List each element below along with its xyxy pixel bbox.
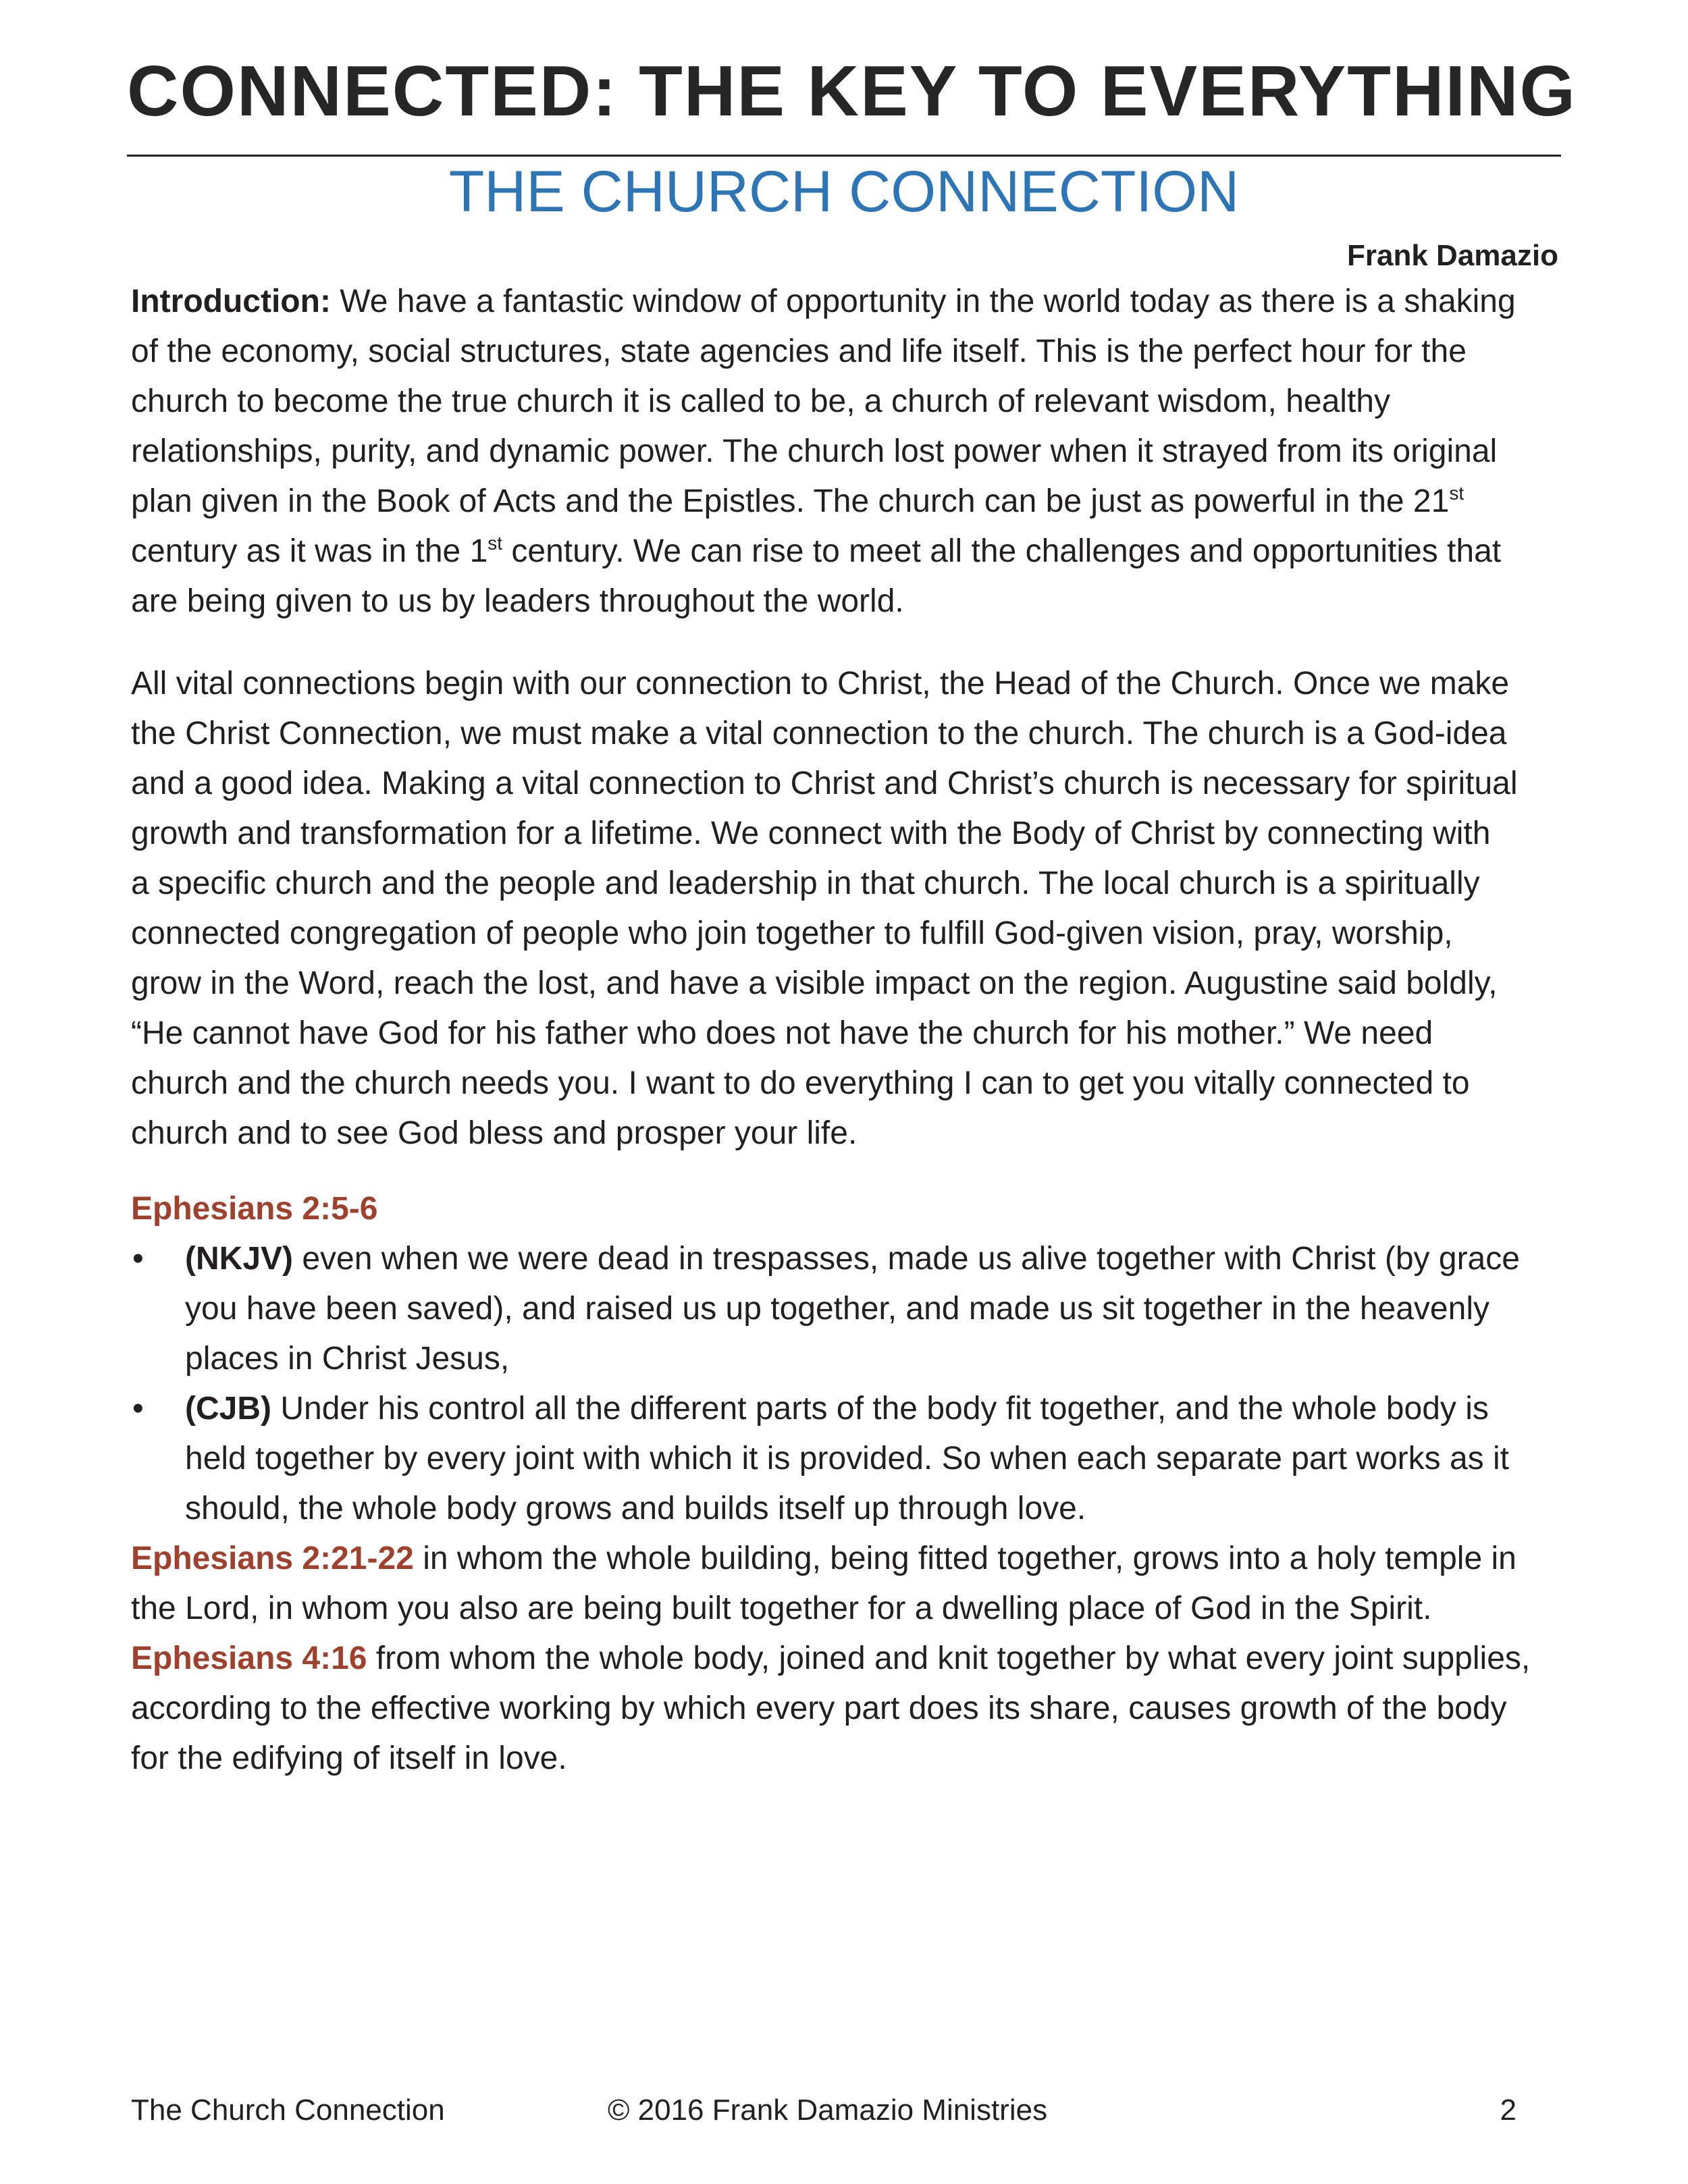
intro-line: of the economy, social structures, state agencies and life itself. This is the perfect hour for the bbox=[131, 334, 1467, 369]
ordinal-suffix: st bbox=[1449, 483, 1465, 504]
page-footer bbox=[131, 2089, 1516, 2132]
author-name: Frank Damazio bbox=[1347, 239, 1558, 272]
ordinal-suffix: st bbox=[487, 533, 503, 554]
page-number: 2 bbox=[1500, 2094, 1516, 2127]
paragraph-line: church and the church needs you. I want to do everything I can to get you vitally connected to bbox=[131, 1065, 1470, 1101]
page-subtitle: THE CHURCH CONNECTION bbox=[448, 159, 1240, 224]
paragraph-line: “He cannot have God for his father who does not have the church for his mother.” We need bbox=[131, 1015, 1433, 1051]
paragraph-line: and a good idea. Making a vital connection to Christ and Christ’s church is necessary for spiritual bbox=[131, 766, 1518, 801]
page-title: CONNECTED: THE KEY TO EVERYTHING bbox=[127, 51, 1577, 131]
intro-line: plan given in the Book of Acts and the Epistles. The church can be just as powerful in the 21st bbox=[131, 483, 1465, 519]
bullet-icon: • bbox=[132, 1391, 144, 1427]
scripture-reference: Ephesians 2:5-6 bbox=[131, 1191, 378, 1227]
scripture-line: Ephesians 2:21-22 in whom the whole building, being fitted together, grows into a holy temple in bbox=[131, 1541, 1516, 1576]
paragraph-line: grow in the Word, reach the lost, and have a visible impact on the region. Augustine said boldly, bbox=[131, 965, 1498, 1001]
intro-line: century as it was in the 1st century. We can rise to meet all the challenges and opportunities that bbox=[131, 533, 1502, 569]
scripture-line: the Lord, in whom you also are being built together for a dwelling place of God in the Spirit. bbox=[131, 1591, 1432, 1626]
paragraph-line: All vital connections begin with our connection to Christ, the Head of the Church. Once we make bbox=[131, 666, 1510, 701]
scripture-line: for the edifying of itself in love. bbox=[131, 1740, 567, 1776]
intro-line: relationships, purity, and dynamic power. The church lost power when it strayed from its original bbox=[131, 433, 1498, 469]
scripture-line: Ephesians 4:16 from whom the whole body, joined and knit together by what every joint supplies, bbox=[131, 1641, 1531, 1676]
connection-paragraph bbox=[131, 659, 1565, 1158]
bible-version: (CJB) bbox=[185, 1391, 271, 1427]
intro-line: church to become the true church it is called to be, a church of relevant wisdom, healthy bbox=[131, 383, 1390, 419]
intro-line: Introduction: We have a fantastic window of opportunity in the world today as there is a shaking bbox=[131, 284, 1516, 319]
scripture-section bbox=[131, 1184, 1565, 1784]
scripture-reference: Ephesians 4:16 bbox=[131, 1641, 367, 1676]
paragraph-line: a specific church and the people and leadership in that church. The local church is a spiritually bbox=[131, 865, 1480, 901]
verse-item: • (NKJV) even when we were dead in trespasses, made us alive together with Christ (by grace you have been saved), and raised us up together, and made us sit together in the heavenly places in Christ Jesus, bbox=[131, 1234, 1565, 1384]
bullet-icon: • bbox=[132, 1241, 144, 1277]
paragraph-line: church and to see God bless and prosper your life. bbox=[131, 1115, 858, 1151]
intro-label: Introduction: bbox=[131, 284, 331, 319]
scripture-line: according to the effective working by which every part does its share, causes growth of the body bbox=[131, 1690, 1507, 1726]
bible-version: (NKJV) bbox=[185, 1241, 294, 1277]
intro-paragraph bbox=[131, 277, 1565, 627]
paragraph-line: the Christ Connection, we must make a vital connection to the church. The church is a God-idea bbox=[131, 716, 1507, 751]
verse-list bbox=[131, 1234, 1565, 1534]
intro-line: are being given to us by leaders throughout the world. bbox=[131, 583, 904, 619]
paragraph-line: growth and transformation for a lifetime. We connect with the Body of Christ by connecting with bbox=[131, 816, 1491, 851]
paragraph-line: connected congregation of people who join together to fulfill God-given vision, pray, worship, bbox=[131, 915, 1453, 951]
footer-doc-title: The Church Connection bbox=[131, 2094, 445, 2127]
footer-copyright: © 2016 Frank Damazio Ministries bbox=[608, 2094, 1048, 2127]
scripture-reference: Ephesians 2:21-22 bbox=[131, 1541, 414, 1576]
document-body bbox=[131, 277, 1565, 1784]
verse-item: • (CJB) Under his control all the different parts of the body fit together, and the whole body is held together by every joint with which it is provided. So when each separate part works as it should, the whole body grows and builds itself up through love. bbox=[131, 1384, 1565, 1534]
